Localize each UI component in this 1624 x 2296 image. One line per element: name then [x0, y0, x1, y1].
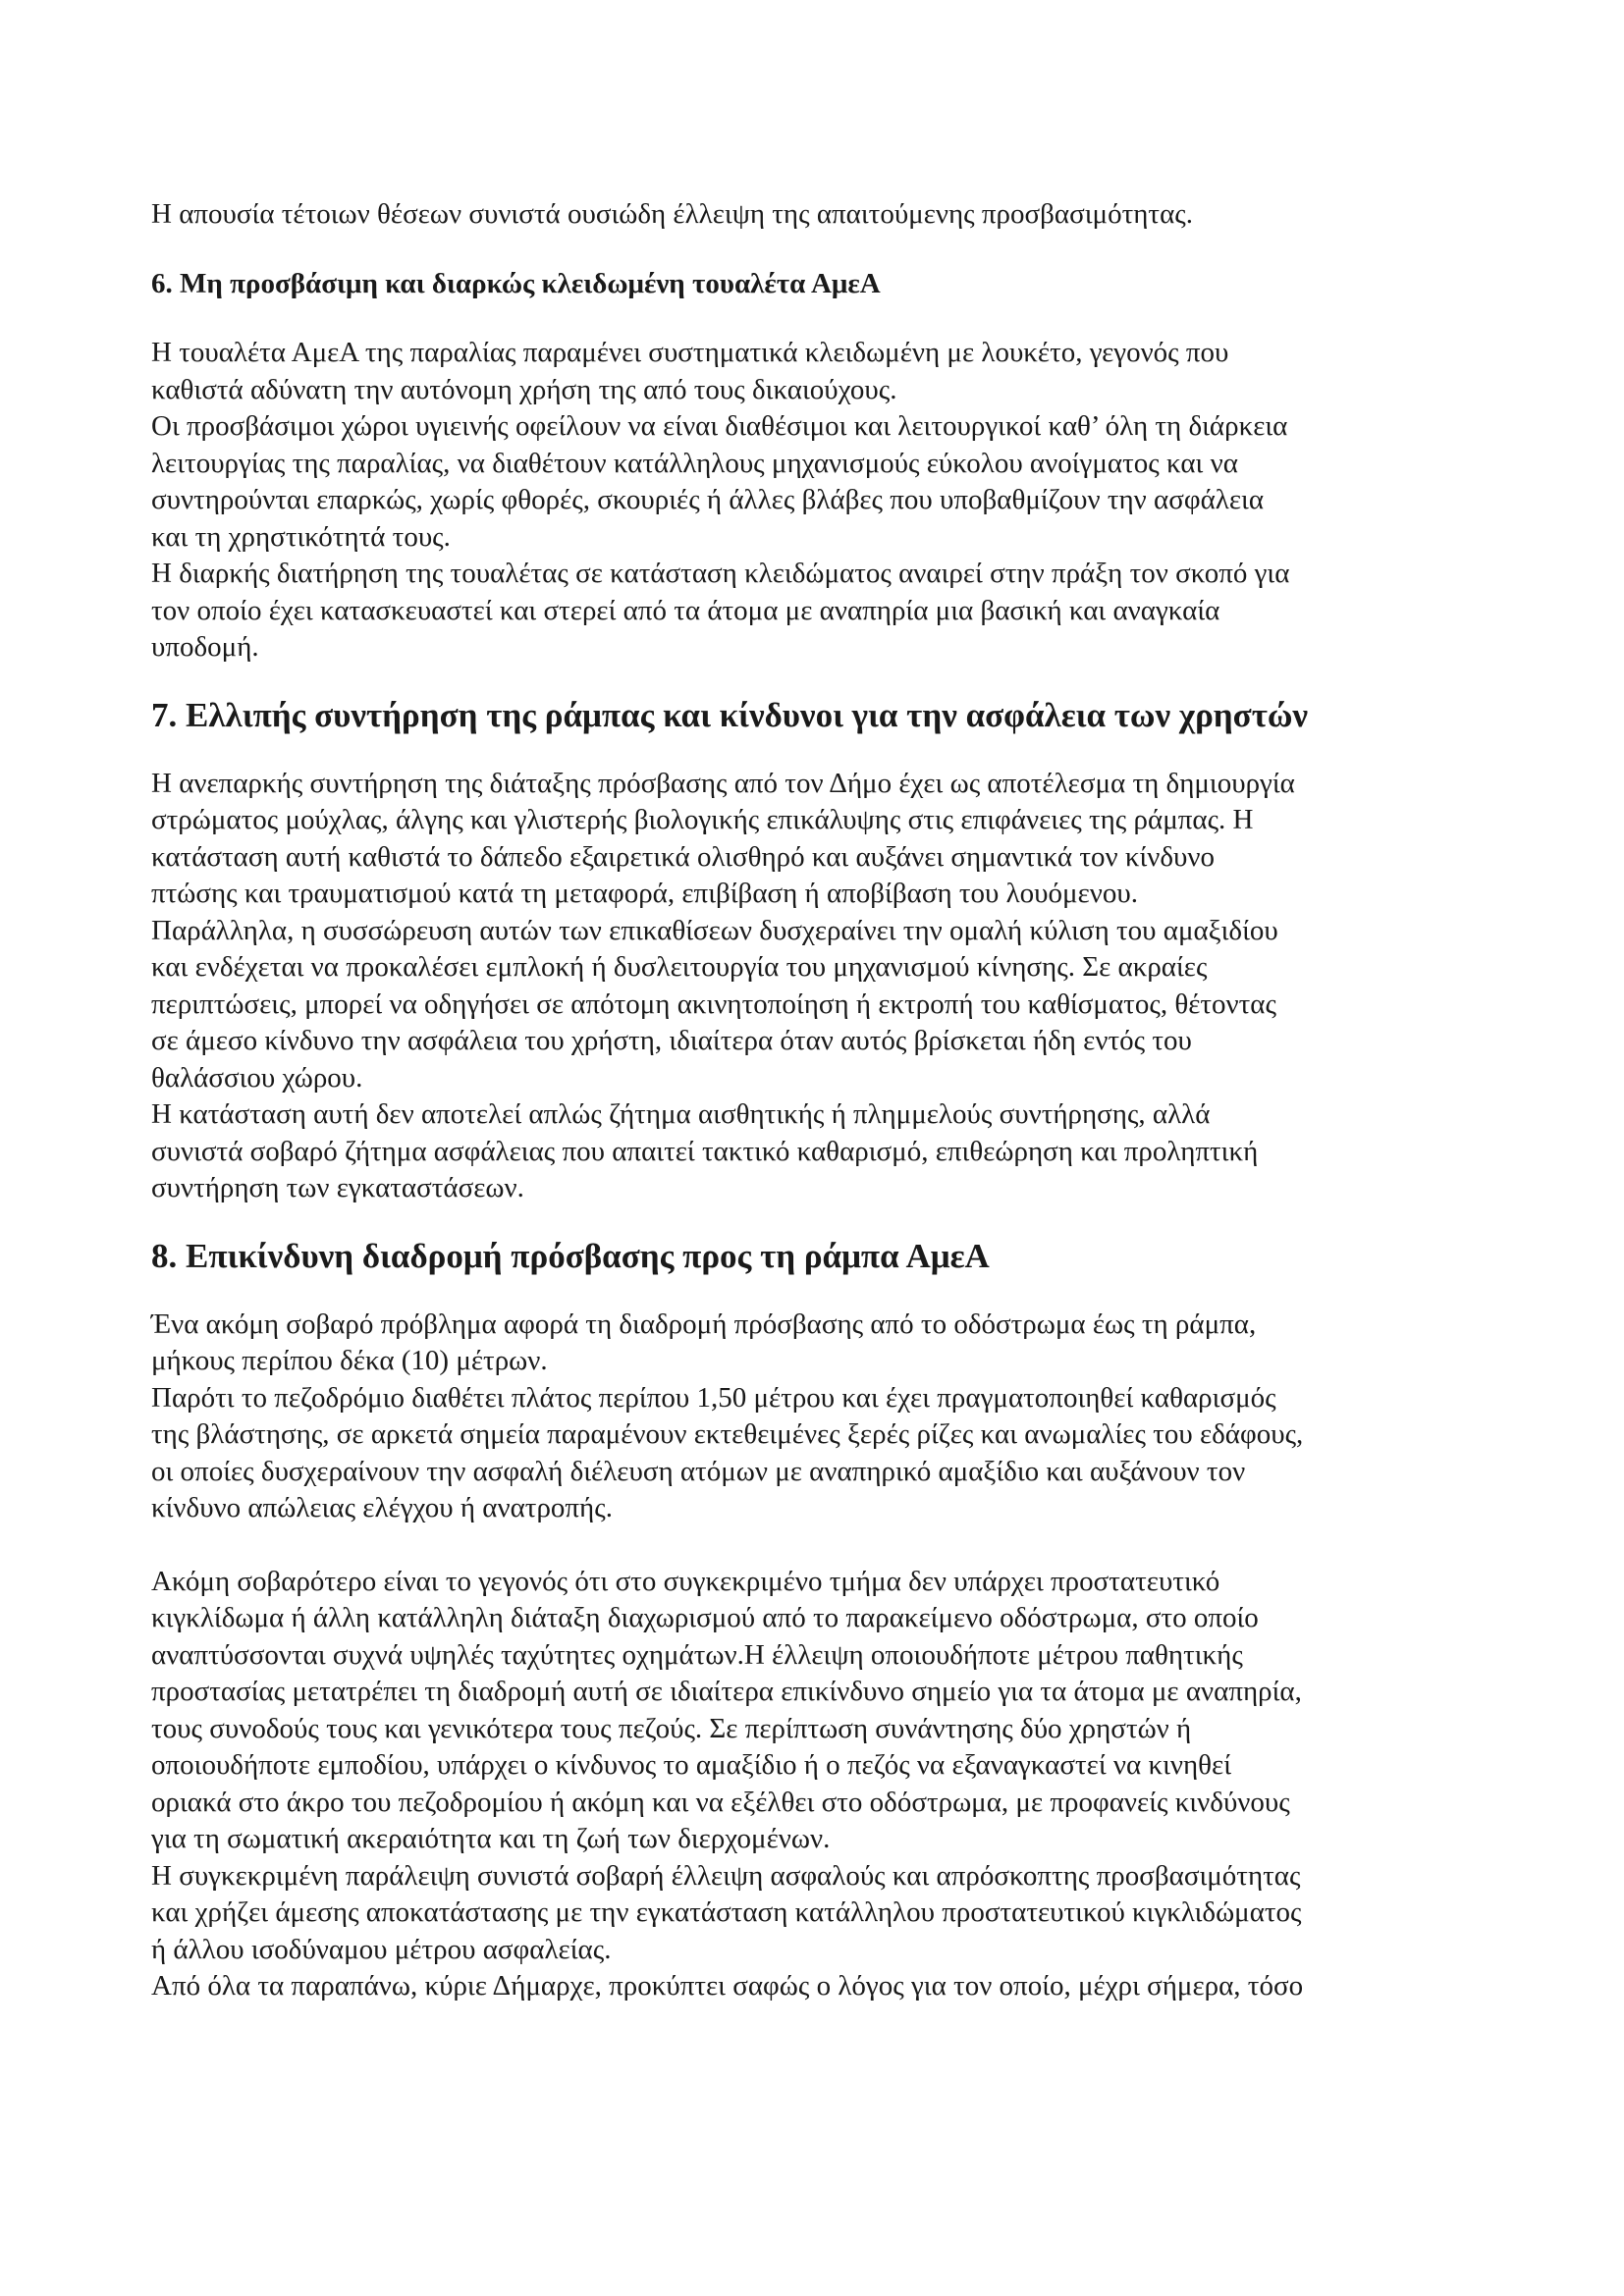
text-line: οριακά στο άκρο του πεζοδρομίου ή ακόμη και να εξέλθει στο οδόστρωμα, με προφανείς κινδύνους: [151, 1786, 1290, 1818]
text-line: στρώματος μούχλας, άλγης και γλιστερής βιολογικής επικάλυψης στις επιφάνειες της ράμπας. Η: [151, 804, 1254, 835]
text-line: Η συγκεκριμένη παράλειψη συνιστά σοβαρή έλλειψη ασφαλούς και απρόσκοπτης προσβασιμότητας: [151, 1859, 1301, 1892]
text-line: Η απουσία τέτοιων θέσεων συνιστά ουσιώδη έλλειψη της απαιτούμενης προσβασιμότητας.: [151, 198, 1193, 230]
text-line: κίνδυνο απώλειας ελέγχου ή ανατροπής.: [151, 1492, 613, 1523]
text-line: προστασίας μετατρέπει τη διαδρομή αυτή σε ιδιαίτερα επικίνδυνο σημείο για τα άτομα με αναπηρία,: [151, 1676, 1302, 1707]
page-content: [151, 196, 1487, 2005]
intro-paragraph: [151, 196, 1487, 234]
text-line: της βλάστησης, σε αρκετά σημεία παραμένουν εκτεθειμένες ξερές ρίζες και ανωμαλίες του εδάφους,: [151, 1418, 1304, 1450]
text-line: θαλάσσιου χώρου.: [151, 1061, 363, 1094]
text-line: Από όλα τα παραπάνω, κύριε Δήμαρχε, προκύπτει σαφώς ο λόγος για τον οποίο, μέχρι σήμερα, τόσο: [151, 1970, 1304, 2002]
text-line: Οι προσβάσιμοι χώροι υγιεινής οφείλουν να είναι διαθέσιμοι και λειτουργικοί καθ’ όλη τη διάρκεια: [151, 410, 1288, 442]
text-line: κιγκλίδωμα ή άλλη κατάλληλη διάταξη διαχωρισμού από το παρακείμενο οδόστρωμα, στο οποίο: [151, 1602, 1259, 1633]
text-line: και τη χρηστικότητά τους.: [151, 520, 451, 553]
text-line: πτώσης και τραυματισμού κατά τη μεταφορά, επιβίβαση ή αποβίβαση του λουόμενου.: [151, 878, 1138, 909]
section-6-heading: 6. Μη προσβάσιμη και διαρκώς κλειδωμένη τουαλέτα ΑμεΑ: [151, 267, 881, 299]
text-line: και χρήζει άμεσης αποκατάστασης με την εγκατάσταση κατάλληλου προστατευτικού κιγκλιδώματος: [151, 1896, 1302, 1928]
section-8-paragraph-1: [151, 1307, 1487, 1527]
text-line: καθιστά αδύνατη την αυτόνομη χρήση της από τους δικαιούχους.: [151, 373, 897, 405]
text-line: και ενδέχεται να προκαλέσει εμπλοκή ή δυσλειτουργία του μηχανισμού κίνησης. Σε ακραίες: [151, 951, 1208, 983]
text-line: αναπτύσσονται συχνά υψηλές ταχύτητες οχημάτων.Η έλλειψη οποιουδήποτε μέτρου παθητικής: [151, 1638, 1243, 1671]
text-line: λειτουργίας της παραλίας, να διαθέτουν κατάλληλους μηχανισμούς εύκολου ανοίγματος και να: [151, 447, 1238, 479]
text-line: υποδομή.: [151, 631, 259, 663]
text-line: οι οποίες δυσχεραίνουν την ασφαλή διέλευση ατόμων με αναπηρικό αμαξίδιο και αυξάνουν τον: [151, 1455, 1246, 1487]
section-7-paragraph: [151, 766, 1487, 1207]
text-line: μήκους περίπου δέκα (10) μέτρων.: [151, 1345, 548, 1376]
text-line: τον οποίο έχει κατασκευαστεί και στερεί από τα άτομα με αναπηρία μια βασική και αναγκαία: [151, 594, 1220, 626]
text-line: Η ανεπαρκής συντήρηση της διάταξης πρόσβασης από τον Δήμο έχει ως αποτέλεσμα τη δημιουργία: [151, 767, 1295, 799]
text-line: για τη σωματική ακεραιότητα και τη ζωή των διερχομένων.: [151, 1823, 831, 1854]
text-line: οποιουδήποτε εμποδίου, υπάρχει ο κίνδυνος το αμαξίδιο ή ο πεζός να εξαναγκαστεί να κινηθεί: [151, 1749, 1232, 1781]
section-8-heading: 8. Επικίνδυνη διαδρομή πρόσβασης προς τη ράμπα ΑμεΑ: [151, 1236, 990, 1275]
text-line: Η τουαλέτα ΑμεΑ της παραλίας παραμένει συστηματικά κλειδωμένη με λουκέτο, γεγονός που: [151, 337, 1229, 368]
text-line: Ένα ακόμη σοβαρό πρόβλημα αφορά τη διαδρομή πρόσβασης από το οδόστρωμα έως τη ράμπα,: [151, 1308, 1257, 1340]
section-6-paragraph: [151, 335, 1487, 667]
section-8-paragraph-2: [151, 1564, 1487, 2005]
text-line: σε άμεσο κίνδυνο την ασφάλεια του χρήστη, ιδιαίτερα όταν αυτός βρίσκεται ήδη εντός του: [151, 1025, 1192, 1056]
text-line: περιπτώσεις, μπορεί να οδηγήσει σε απότομη ακινητοποίηση ή εκτροπή του καθίσματος, θέτοντας: [151, 988, 1276, 1020]
text-line: ή άλλου ισοδύναμου μέτρου ασφαλείας.: [151, 1933, 612, 1965]
text-line: Η κατάσταση αυτή δεν αποτελεί απλώς ζήτημα αισθητικής ή πλημμελούς συντήρησης, αλλά: [151, 1098, 1211, 1130]
text-line: Παρότι το πεζοδρόμιο διαθέτει πλάτος περίπου 1,50 μέτρου και έχει πραγματοποιηθεί καθαρισμός: [151, 1381, 1276, 1414]
text-line: συντήρηση των εγκαταστάσεων.: [151, 1172, 524, 1203]
text-line: τους συνοδούς τους και γενικότερα τους πεζούς. Σε περίπτωση συνάντησης δύο χρηστών ή: [151, 1712, 1192, 1744]
text-line: Ακόμη σοβαρότερο είναι το γεγονός ότι στο συγκεκριμένο τμήμα δεν υπάρχει προστατευτικό: [151, 1565, 1220, 1597]
section-7-heading: 7. Ελλιπής συντήρηση της ράμπας και κίνδυνοι για την ασφάλεια των χρηστών: [151, 695, 1309, 734]
text-line: κατάσταση αυτή καθιστά το δάπεδο εξαιρετικά ολισθηρό και αυξάνει σημαντικά τον κίνδυνο: [151, 840, 1216, 873]
text-line: συντηρούνται επαρκώς, χωρίς φθορές, σκουριές ή άλλες βλάβες που υποβαθμίζουν την ασφάλεια: [151, 484, 1265, 515]
text-line: Παράλληλα, η συσσώρευση αυτών των επικαθίσεων δυσχεραίνει την ομαλή κύλιση του αμαξιδίου: [151, 914, 1278, 946]
text-line: συνιστά σοβαρό ζήτημα ασφάλειας που απαιτεί τακτικό καθαρισμό, επιθεώρηση και προληπτική: [151, 1135, 1259, 1167]
text-line: Η διαρκής διατήρηση της τουαλέτας σε κατάσταση κλειδώματος αναιρεί στην πράξη τον σκοπό για: [151, 558, 1290, 589]
